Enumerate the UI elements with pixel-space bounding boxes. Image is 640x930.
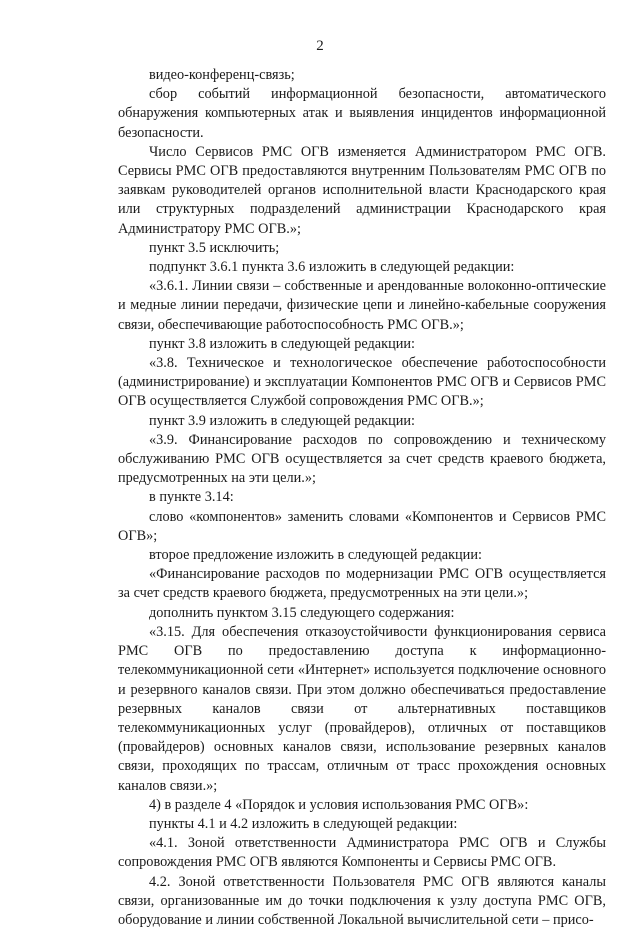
paragraph: видео-конференц-связь; <box>149 67 295 83</box>
paragraph: пункт 3.8 изложить в следующей редакции: <box>149 335 416 352</box>
paragraph: пункт 3.9 изложить в следующей редакции: <box>149 412 416 429</box>
page-number: 2 <box>316 38 324 54</box>
paragraph: пункт 3.5 исключить; <box>149 239 280 256</box>
paragraph: «3.8. Техническое и технологическое обеспечение работоспособности (администрирование) и эксплуатации Компонентов РМС ОГВ и Сервисов РМС ОГВ осуществляется Службой сопровождения РМС ОГВ.»; <box>118 355 606 410</box>
paragraph: Число Сервисов РМС ОГВ изменяется Администратором РМС ОГВ. Сервисы РМС ОГВ предоставляются внутренним Пользователям РМС ОГВ по заявкам руководителей органов исполнительной власти Краснодарского края или структурных подразделений администрации Краснодарского края Администратору РМС ОГВ.»; <box>118 143 606 237</box>
paragraph: 4.2. Зоной ответственности Пользователя РМС ОГВ являются каналы связи, организованные им до точки подключения к узлу доступа РМС ОГВ, оборудование и линии собственной Локальной вычислительной сети – присо- <box>118 873 606 928</box>
paragraph: дополнить пунктом 3.15 следующего содержания: <box>149 604 455 621</box>
document-body <box>118 66 606 930</box>
paragraph: «3.6.1. Линии связи – собственные и арендованные волоконно-оптические и медные линии передачи, физические цепи и линейно-кабельные сооружения связи, обеспечивающие работоспособность РМС ОГВ.»; <box>118 278 606 333</box>
paragraph: в пункте 3.14: <box>149 489 234 506</box>
paragraph: «3.9. Финансирование расходов по сопровождению и техническому обслуживанию РМС ОГВ осуществляется за счет средств краевого бюджета, предусмотренных на эти цели.»; <box>118 431 606 487</box>
paragraph: подпункт 3.6.1 пункта 3.6 изложить в следующей редакции: <box>149 259 515 276</box>
paragraph: «Финансирование расходов по модернизации РМС ОГВ осуществляется за счет средств краевого бюджета, предусмотренных на эти цели.»; <box>118 566 606 602</box>
paragraph: слово «компонентов» заменить словами «Компонентов и Сервисов РМС ОГВ»; <box>118 508 606 544</box>
paragraph: «3.15. Для обеспечения отказоустойчивости функционирования сервиса РМС ОГВ по предоставлению доступа к информационно-телекоммуникационной сети «Интернет» используется подключение основного и резервного каналов связи. При этом должно обеспечиваться предоставление резервных каналов связи от альтернативных поставщиков телекоммуникационных услуг (провайдеров), отличных от поставщиков (провайдеров) основных каналов связи, использование резервных каналов связи, проходящих по трассам, отличным от трасс прохождения основных каналов связи.»; <box>118 623 606 794</box>
paragraph: сбор событий информационной безопасности, автоматического обнаружения компьютерных атак и выявления инцидентов информационной безопасности. <box>118 86 606 141</box>
paragraph: второе предложение изложить в следующей редакции: <box>149 547 482 564</box>
paragraph: «4.1. Зоной ответственности Администратора РМС ОГВ и Службы сопровождения РМС ОГВ являются Компоненты и Сервисы РМС ОГВ. <box>118 835 606 871</box>
paragraph: 4) в разделе 4 «Порядок и условия использования РМС ОГВ»: <box>149 796 529 813</box>
paragraph: пункты 4.1 и 4.2 изложить в следующей редакции: <box>149 815 458 832</box>
